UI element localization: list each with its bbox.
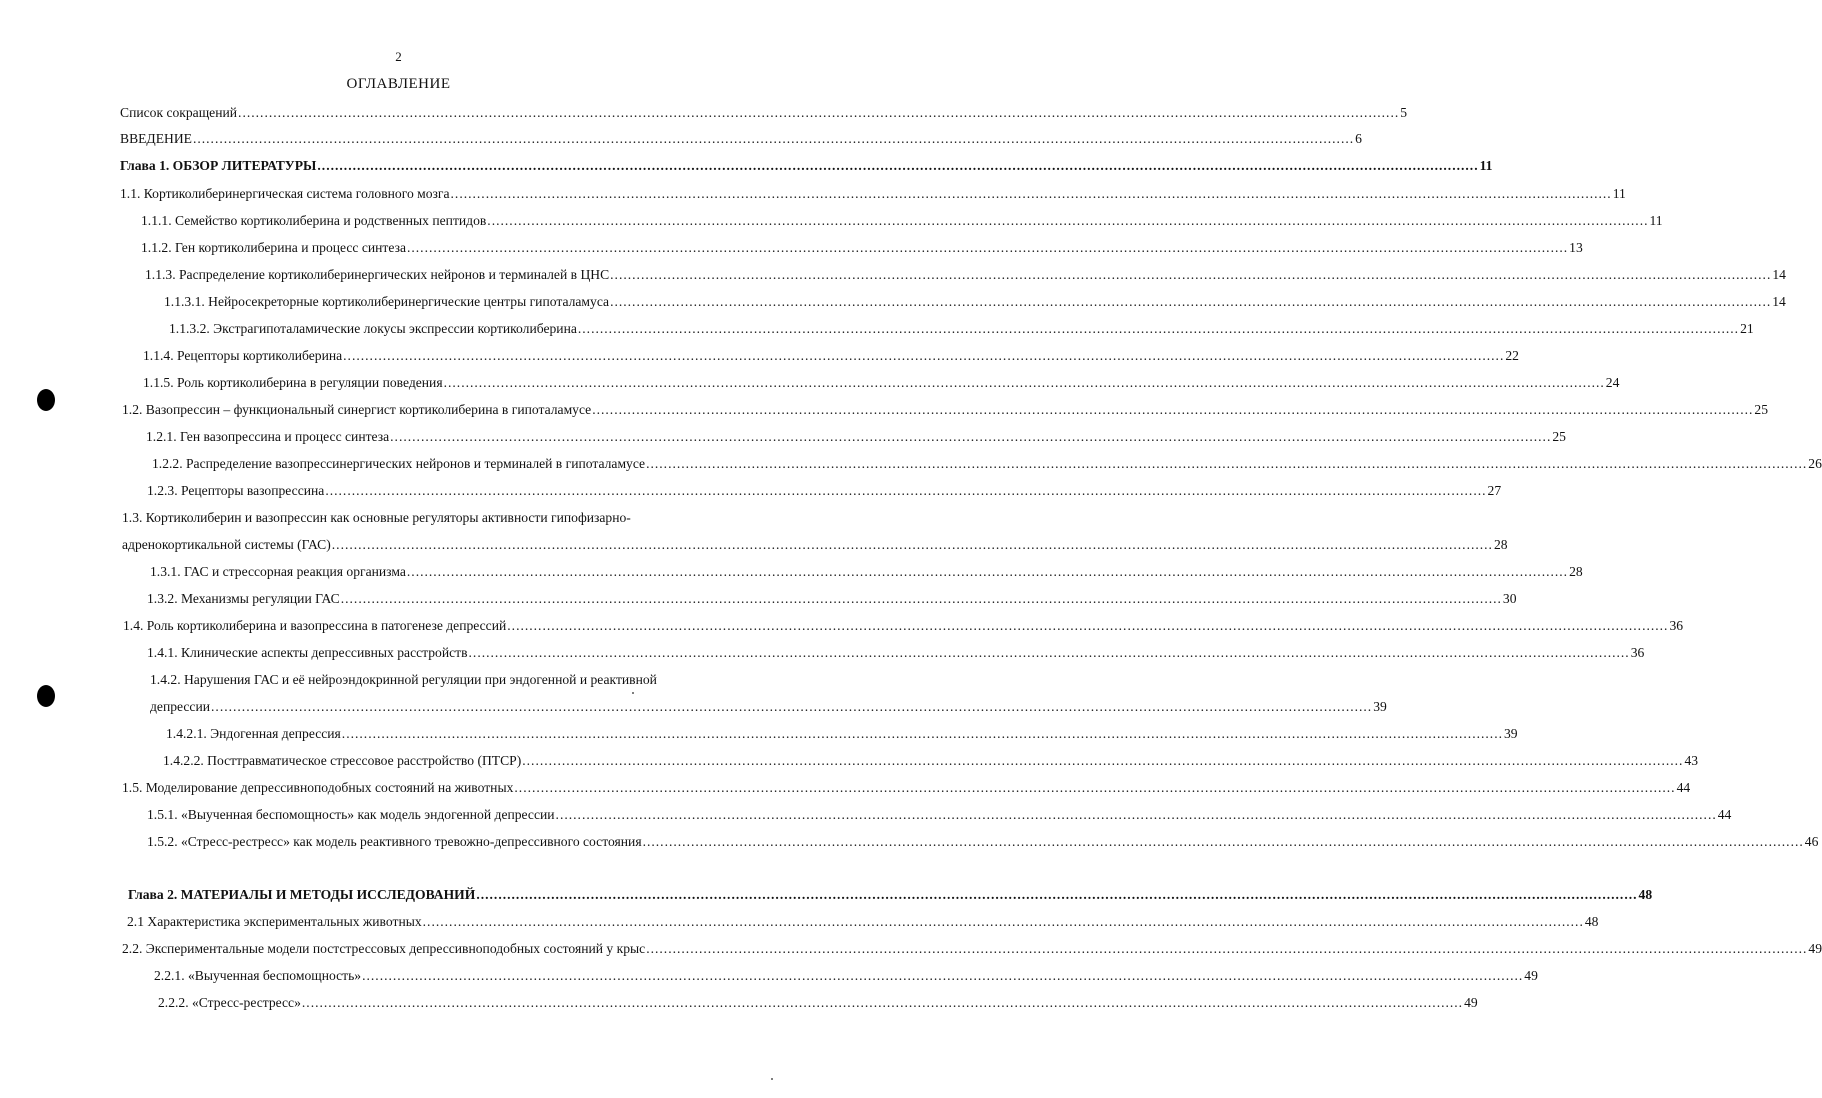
toc-entry-page: 36	[1669, 618, 1684, 633]
toc-entry-page: 49	[1524, 968, 1538, 983]
toc-entry-label: 2.2.2. «Стресс-рестресс»	[158, 995, 301, 1010]
toc-entry-page: 28	[1569, 564, 1583, 579]
toc-entry-label: Глава 2. МАТЕРИАЛЫ И МЕТОДЫ ИССЛЕДОВАНИЙ	[128, 887, 476, 902]
toc-entry-page: 46	[1804, 834, 1819, 849]
leader-dots	[302, 994, 1463, 1012]
toc-entry-label-line1: 1.4.2. Нарушения ГАС и её нейроэндокринной регуляции при эндогенной и реактивной	[150, 672, 657, 687]
toc-entry-page: 6	[1355, 131, 1362, 146]
toc-entry[interactable]	[120, 104, 1408, 122]
leader-dots	[238, 104, 1399, 122]
toc-entry-page: 39	[1373, 699, 1387, 714]
toc-entry-page: 30	[1502, 591, 1517, 606]
toc-entry[interactable]	[122, 779, 1691, 797]
toc-entry-page: 24	[1605, 375, 1620, 390]
toc-entry[interactable]	[143, 347, 1519, 365]
toc-entry-page: 11	[1649, 213, 1663, 228]
toc-entry-label: 1.4.2.2. Посттравматическое стрессовое расстройство (ПТСР)	[163, 753, 522, 768]
toc-entry[interactable]	[158, 994, 1478, 1012]
leader-dots	[423, 913, 1584, 931]
toc-entry-label: 1.4.1. Клинические аспекты депрессивных расстройств	[147, 645, 468, 660]
leader-dots	[476, 886, 1637, 904]
toc-entry[interactable]	[141, 212, 1663, 230]
leader-dots	[343, 347, 1504, 365]
leader-dots	[332, 536, 1493, 554]
toc-entry-label: 1.1.2. Ген кортиколиберина и процесс синтеза	[141, 240, 406, 255]
toc-entry[interactable]	[120, 130, 1362, 148]
toc-entry-label: 1.3.2. Механизмы регуляции ГАС	[147, 591, 340, 606]
toc-entry-page: 36	[1630, 645, 1645, 660]
punch-hole	[37, 389, 55, 411]
leader-dots	[646, 940, 1807, 958]
leader-dots	[317, 157, 1478, 175]
toc-entry[interactable]	[146, 428, 1566, 446]
toc-entry[interactable]	[127, 913, 1599, 931]
leader-dots	[646, 455, 1807, 473]
toc-entry-label: 1.5.1. «Выученная беспомощность» как модель эндогенной депрессии	[147, 807, 555, 822]
leader-dots	[514, 779, 1675, 797]
toc-entry-page: 27	[1487, 483, 1502, 498]
leader-dots	[325, 482, 1486, 500]
toc-entry-label: 1.3.1. ГАС и стрессорная реакция организма	[150, 564, 406, 579]
leader-dots	[407, 563, 1568, 581]
toc-entry-page: 5	[1400, 105, 1408, 120]
scan-speck	[632, 692, 634, 694]
leader-dots	[342, 725, 1503, 743]
toc-entry-page: 25	[1552, 429, 1566, 444]
toc-entry[interactable]	[147, 806, 1732, 824]
toc-entry-label: 1.2.1. Ген вазопрессина и процесс синтеза	[146, 429, 390, 444]
toc-entry-label: 1.1.3. Распределение кортиколиберинергических нейронов и терминалей в ЦНС	[145, 267, 610, 282]
toc-entry-label: 1.2. Вазопрессин – функциональный синергист кортиколиберина в гипоталамусе	[122, 402, 592, 417]
toc-entry-label-line1: 1.3. Кортиколиберин и вазопрессин как основные регуляторы активности гипофизарно-	[122, 510, 631, 525]
page-number: 2	[395, 49, 402, 64]
toc-entry[interactable]	[150, 563, 1583, 581]
toc-entry[interactable]	[122, 536, 1508, 554]
toc-entry[interactable]	[147, 833, 1819, 851]
toc-entry[interactable]	[163, 752, 1699, 770]
toc-entry-page: 11	[1612, 186, 1626, 201]
toc-entry-label: 1.1.1. Семейство кортиколиберина и родственных пептидов	[141, 213, 487, 228]
toc-entry-label: 1.1.3.2. Экстрагипоталамические локусы экспрессии кортиколиберина	[169, 321, 577, 336]
toc-entry[interactable]	[154, 967, 1538, 985]
leader-dots	[610, 293, 1771, 311]
toc-entry-label: 1.4.2.1. Эндогенная депрессия	[166, 726, 341, 741]
toc-entry-label: 2.1 Характеристика экспериментальных животных	[127, 914, 422, 929]
leader-dots	[407, 239, 1568, 257]
toc-entry-label: 1.1.5. Роль кортиколиберина в регуляции поведения	[143, 375, 443, 390]
toc-entry-label: 1.1.3.1. Нейросекреторные кортиколиберинергические центры гипоталамуса	[164, 294, 610, 309]
toc-entry-label: 2.2.1. «Выученная беспомощность»	[154, 968, 362, 983]
toc-entry[interactable]	[120, 185, 1626, 203]
leader-dots	[487, 212, 1648, 230]
leader-dots	[469, 644, 1630, 662]
toc-entry-page: 44	[1676, 780, 1691, 795]
toc-entry-page: 11	[1479, 158, 1493, 173]
toc-entry-page: 49	[1464, 995, 1478, 1010]
toc-entry-page: 26	[1808, 456, 1822, 471]
leader-dots	[444, 374, 1605, 392]
leader-dots	[578, 320, 1739, 338]
toc-entry-label: адренокортикальной системы (ГАС)	[122, 537, 331, 552]
leader-dots	[211, 698, 1372, 716]
toc-entry-page: 49	[1808, 941, 1822, 956]
toc-entry[interactable]	[145, 266, 1786, 284]
toc-entry-label: 1.5.2. «Стресс-рестресс» как модель реактивного тревожно-депрессивного состояния	[147, 834, 642, 849]
toc-entry-page: 43	[1684, 753, 1699, 768]
toc-entry[interactable]	[152, 455, 1822, 473]
toc-entry-page: 25	[1754, 402, 1768, 417]
toc-entry-page: 48	[1638, 887, 1653, 902]
toc-entry-page: 13	[1569, 240, 1583, 255]
toc-entry-label: Глава 1. ОБЗОР ЛИТЕРАТУРЫ	[120, 158, 317, 173]
toc-entry[interactable]	[147, 482, 1502, 500]
toc-entry-label: 2.2. Экспериментальные модели постстрессовых депрессивноподобных состояний у крыс	[122, 941, 646, 956]
toc-entry-page: 22	[1505, 348, 1519, 363]
leader-dots	[610, 266, 1771, 284]
toc-entry-label: Список сокращений	[120, 105, 238, 120]
leader-dots	[507, 617, 1668, 635]
toc-entry[interactable]	[166, 725, 1518, 743]
toc-entry[interactable]	[122, 401, 1768, 419]
leader-dots	[643, 833, 1804, 851]
toc-entry[interactable]	[123, 617, 1684, 635]
toc-entry[interactable]	[150, 698, 1387, 716]
toc-entry-page: 14	[1772, 294, 1786, 309]
leader-dots	[341, 590, 1502, 608]
toc-entry-page: 21	[1740, 321, 1754, 336]
toc-entry-page: 48	[1584, 914, 1599, 929]
toc-entry-page: 44	[1717, 807, 1732, 822]
scan-speck	[771, 1078, 773, 1080]
toc-entry[interactable]	[122, 940, 1822, 958]
toc-entry[interactable]	[120, 157, 1493, 175]
toc-entry-page: 14	[1772, 267, 1786, 282]
toc-entry-label: 1.5. Моделирование депрессивноподобных состояний на животных	[122, 780, 514, 795]
toc-entry[interactable]	[147, 644, 1645, 662]
toc-entry-page: 39	[1503, 726, 1518, 741]
page-title: ОГЛАВЛЕНИЕ	[346, 76, 451, 92]
toc-entry-label: 1.2.2. Распределение вазопрессинергических нейронов и терминалей в гипоталамусе	[152, 456, 646, 471]
toc-entry[interactable]	[128, 886, 1653, 904]
toc-entry[interactable]	[164, 293, 1786, 311]
leader-dots	[592, 401, 1753, 419]
toc-entry-label: 1.1.4. Рецепторы кортиколиберина	[143, 348, 343, 363]
toc-entry-page: 28	[1493, 537, 1508, 552]
leader-dots	[390, 428, 1551, 446]
toc-entry-label: 1.4. Роль кортиколиберина и вазопрессина в патогенезе депрессий	[123, 618, 507, 633]
toc-entry[interactable]	[147, 590, 1517, 608]
toc-entry[interactable]	[141, 239, 1583, 257]
toc-entry[interactable]	[169, 320, 1754, 338]
leader-dots	[193, 130, 1354, 148]
toc-entry-label: депрессии	[150, 699, 211, 714]
leader-dots	[362, 967, 1523, 985]
toc-entry[interactable]	[143, 374, 1620, 392]
leader-dots	[522, 752, 1683, 770]
toc-entry-label: 1.1. Кортиколиберинергическая система головного мозга	[120, 186, 450, 201]
toc-entry-label: ВВЕДЕНИЕ	[120, 131, 192, 146]
leader-dots	[556, 806, 1717, 824]
leader-dots	[451, 185, 1612, 203]
toc-entry-label: 1.2.3. Рецепторы вазопрессина	[147, 483, 325, 498]
punch-hole	[37, 685, 55, 707]
